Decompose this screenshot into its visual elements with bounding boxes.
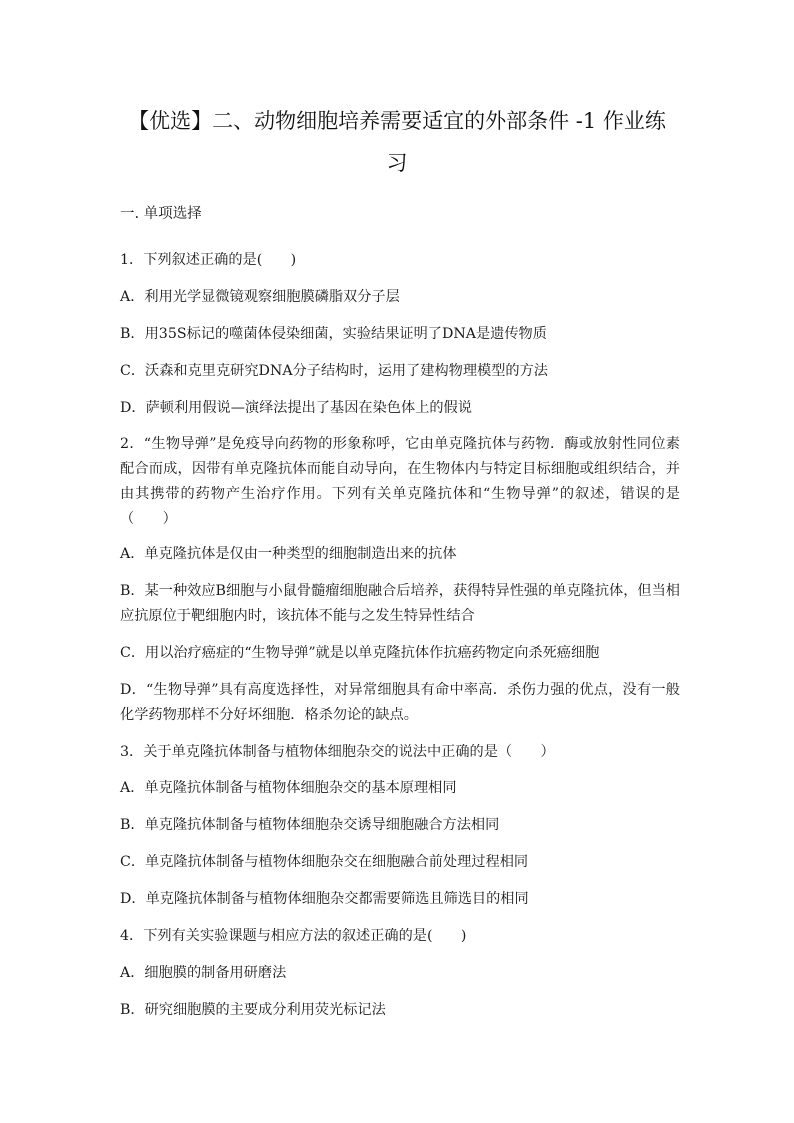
question-1-option-d: D．萨顿利用假说—演绎法提出了基因在染色体上的假说 [120, 400, 472, 416]
title-line-1: 【优选】二、动物细胞培养需要适宜的外部条件 -1 作业练 [128, 109, 666, 133]
question-1-stem: 1．下列叙述正确的是( ) [120, 252, 297, 268]
question-3-option-a: A．单克隆抗体制备与植物体细胞杂交的基本原理相同 [120, 780, 457, 796]
question-1-option-c: C．沃森和克里克研究DNA分子结构时，运用了建构物理模型的方法 [120, 363, 548, 379]
question-3-option-c: C．单克隆抗体制备与植物体细胞杂交在细胞融合前处理过程相同 [120, 854, 529, 870]
question-3-stem: 3．关于单克隆抗体制备与植物体细胞杂交的说法中正确的是（ ） [120, 744, 555, 760]
document-title [110, 100, 684, 184]
question-2-option-a: A．单克隆抗体是仅由一种类型的细胞制造出来的抗体 [120, 546, 457, 562]
question-4-stem: 4．下列有关实验课题与相应方法的叙述正确的是( ) [120, 928, 467, 944]
question-1-option-a: A．利用光学显微镜观察细胞膜磷脂双分子层 [120, 289, 400, 305]
question-2-option-d: D．“生物导弹”具有高度选择性，对异常细胞具有命中率高．杀伤力强的优点，没有一般化学药物那样不分好坏细胞．格杀勿论的缺点。 [120, 682, 680, 723]
question-4-option-a: A．细胞膜的制备用研磨法 [120, 965, 287, 981]
section-heading: 一. 单项选择 [120, 206, 202, 222]
question-3-option-d: D．单克隆抗体制备与植物体细胞杂交都需要筛选且筛选目的相同 [120, 891, 529, 907]
question-4-option-b: B．研究细胞膜的主要成分利用荧光标记法 [120, 1002, 386, 1018]
question-1-option-b: B．用35S标记的噬菌体侵染细菌，实验结果证明了DNA是遗传物质 [120, 326, 547, 342]
title-line-2: 习 [386, 151, 408, 175]
question-2-option-c: C．用以治疗癌症的“生物导弹”就是以单克隆抗体作抗癌药物定向杀死癌细胞 [120, 645, 600, 661]
question-3-option-b: B．单克隆抗体制备与植物体细胞杂交诱导细胞融合方法相同 [120, 817, 500, 833]
question-2-option-b: B．某一种效应B细胞与小鼠骨髓瘤细胞融合后培养，获得特异性强的单克隆抗体，但当相应抗原位于靶细胞内时，该抗体不能与之发生特异性结合 [120, 583, 680, 624]
question-2-stem: 2．“生物导弹”是免疫导向药物的形象称呼，它由单克隆抗体与药物．酶或放射性同位素配合而成，因带有单克隆抗体而能自动导向，在生物体内与特定目标细胞或组织结合，并由其携带的药物产生治疗作用。下列有关单克隆抗体和“生物导弹”的叙述，错误的是（ ） [120, 436, 680, 527]
